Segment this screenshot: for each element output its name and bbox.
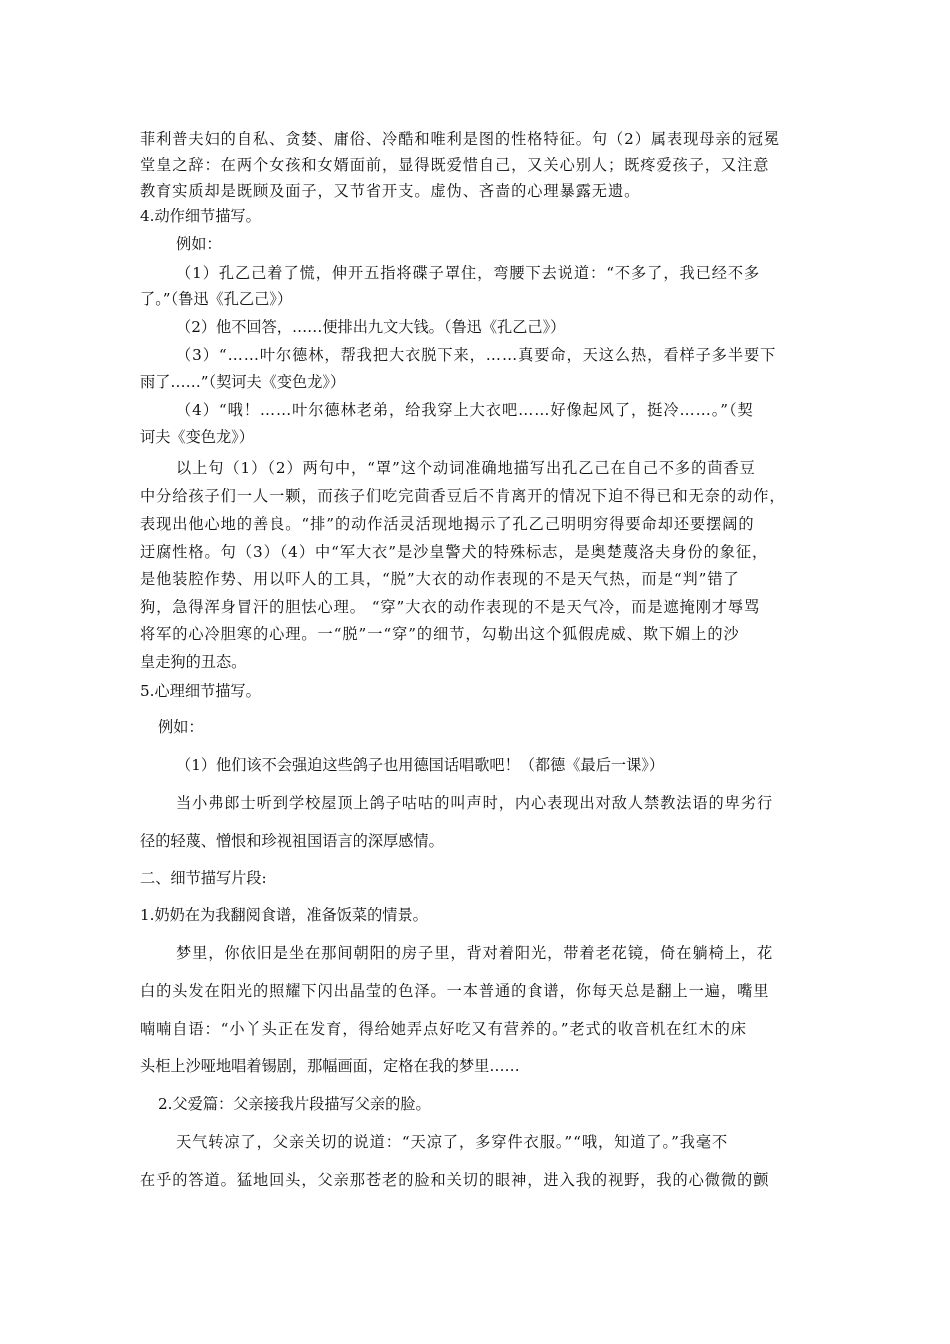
example-line: （3）“……叶尔德林，帮我把大衣脱下来，……真要命，天这么热，看样子多半要下 xyxy=(176,346,777,364)
example-line: 诃夫《变色龙》） xyxy=(140,428,254,446)
section-heading: 二、细节描写片段: xyxy=(140,869,267,887)
text-line: 狗，急得浑身冒汗的胆怯心理。 “穿”大衣的动作表现的不是天气冷，而是遮掩刚才辱骂 xyxy=(140,598,761,616)
example-line: （1）他们该不会强迫这些鸽子也用德国话唱歌吧！（都德《最后一课》） xyxy=(176,756,665,774)
text-line: 例如： xyxy=(176,235,222,253)
text-line: 中分给孩子们一人一颗，而孩子们吃完茴香豆后不肯离开的情况下迫不得已和无奈的动作， xyxy=(140,487,786,505)
text-line: 将军的心冷胆寒的心理。一“脱”一“穿”的细节，勾勒出这个狐假虎威、欺下媚上的沙 xyxy=(140,625,740,643)
text-line: 天气转凉了，父亲关切的说道：“天凉了，多穿件衣服。”“哦，知道了。”我毫不 xyxy=(176,1133,729,1151)
text-line: 喃喃自语：“小丫头正在发育，得给她弄点好吃又有营养的。”老式的收音机在红木的床 xyxy=(140,1020,747,1038)
text-line: 教育实质却是既顾及面子，又节省开支。虚伪、吝啬的心理暴露无遗。 xyxy=(140,182,641,200)
text-line: 白的头发在阳光的照耀下闪出晶莹的色泽。一本普通的食谱，你每天总是翻上一遍，嘴里 xyxy=(140,982,770,1000)
text-line: 梦里，你依旧是坐在那间朝阳的房子里，背对着阳光，带着老花镜，倚在躺椅上，花 xyxy=(176,944,774,962)
text-line: 以上句（1）（2）两句中，“罩”这个动词准确地描写出孔乙己在自己不多的茴香豆 xyxy=(176,459,756,477)
example-line: （1）孔乙己着了慌，伸开五指将碟子罩住，弯腰下去说道：“不多了，我已经不多 xyxy=(176,264,761,282)
text-line: 皇走狗的丑态。 xyxy=(140,653,247,671)
text-line: 当小弗郎士听到学校屋顶上鸽子咕咕的叫声时，内心表现出对敌人禁教法语的卑劣行 xyxy=(176,794,774,812)
example-line: （4）“哦！……叶尔德林老弟，给我穿上大衣吧……好像起风了，挺冷……。”（契 xyxy=(176,401,754,419)
example-line: 了。”（鲁迅《孔乙己》） xyxy=(140,290,293,308)
text-line: 迂腐性格。句（3）（4）中“军大衣”是沙皇警犬的特殊标志，是奥楚蔑洛夫身份的象征， xyxy=(140,543,769,561)
section-heading: 4.动作细节描写。 xyxy=(140,207,261,225)
text-line: 堂皇之辞：在两个女孩和女婿面前，显得既爱惜自己，又关心别人；既疼爱孩子，又注意 xyxy=(140,156,770,174)
example-line: 雨了……”（契诃夫《变色龙》） xyxy=(140,373,346,391)
text-line: 例如： xyxy=(158,718,204,736)
text-line: 头柜上沙哑地唱着锡剧，那幅画面，定格在我的梦里…… xyxy=(140,1057,520,1075)
subsection-heading: 1.奶奶在为我翻阅食谱，准备饭菜的情景。 xyxy=(140,906,428,924)
text-line: 在乎的答道。猛地回头，父亲那苍老的脸和关切的眼神，进入我的视野，我的心微微的颤 xyxy=(140,1171,770,1189)
text-line: 径的轻蔑、憎恨和珍视祖国语言的深厚感情。 xyxy=(140,832,444,850)
section-heading: 5.心理细节描写。 xyxy=(140,682,261,700)
example-line: （2）他不回答，……便排出九文大钱。（鲁迅《孔乙己》） xyxy=(176,318,566,336)
text-line: 菲利普夫妇的自私、贪婪、庸俗、冷酷和唯利是图的性格特征。句（2）属表现母亲的冠冕 xyxy=(140,130,780,148)
subsection-heading: 2.父爱篇：父亲接我片段描写父亲的脸。 xyxy=(158,1095,431,1113)
text-line: 表现出他心地的善良。“排”的动作活灵活现地揭示了孔乙己明明穷得要命却还要摆阔的 xyxy=(140,515,755,533)
text-line: 是他装腔作势、用以吓人的工具，“脱”大衣的动作表现的不是天气热，而是“判”错了 xyxy=(140,570,740,588)
